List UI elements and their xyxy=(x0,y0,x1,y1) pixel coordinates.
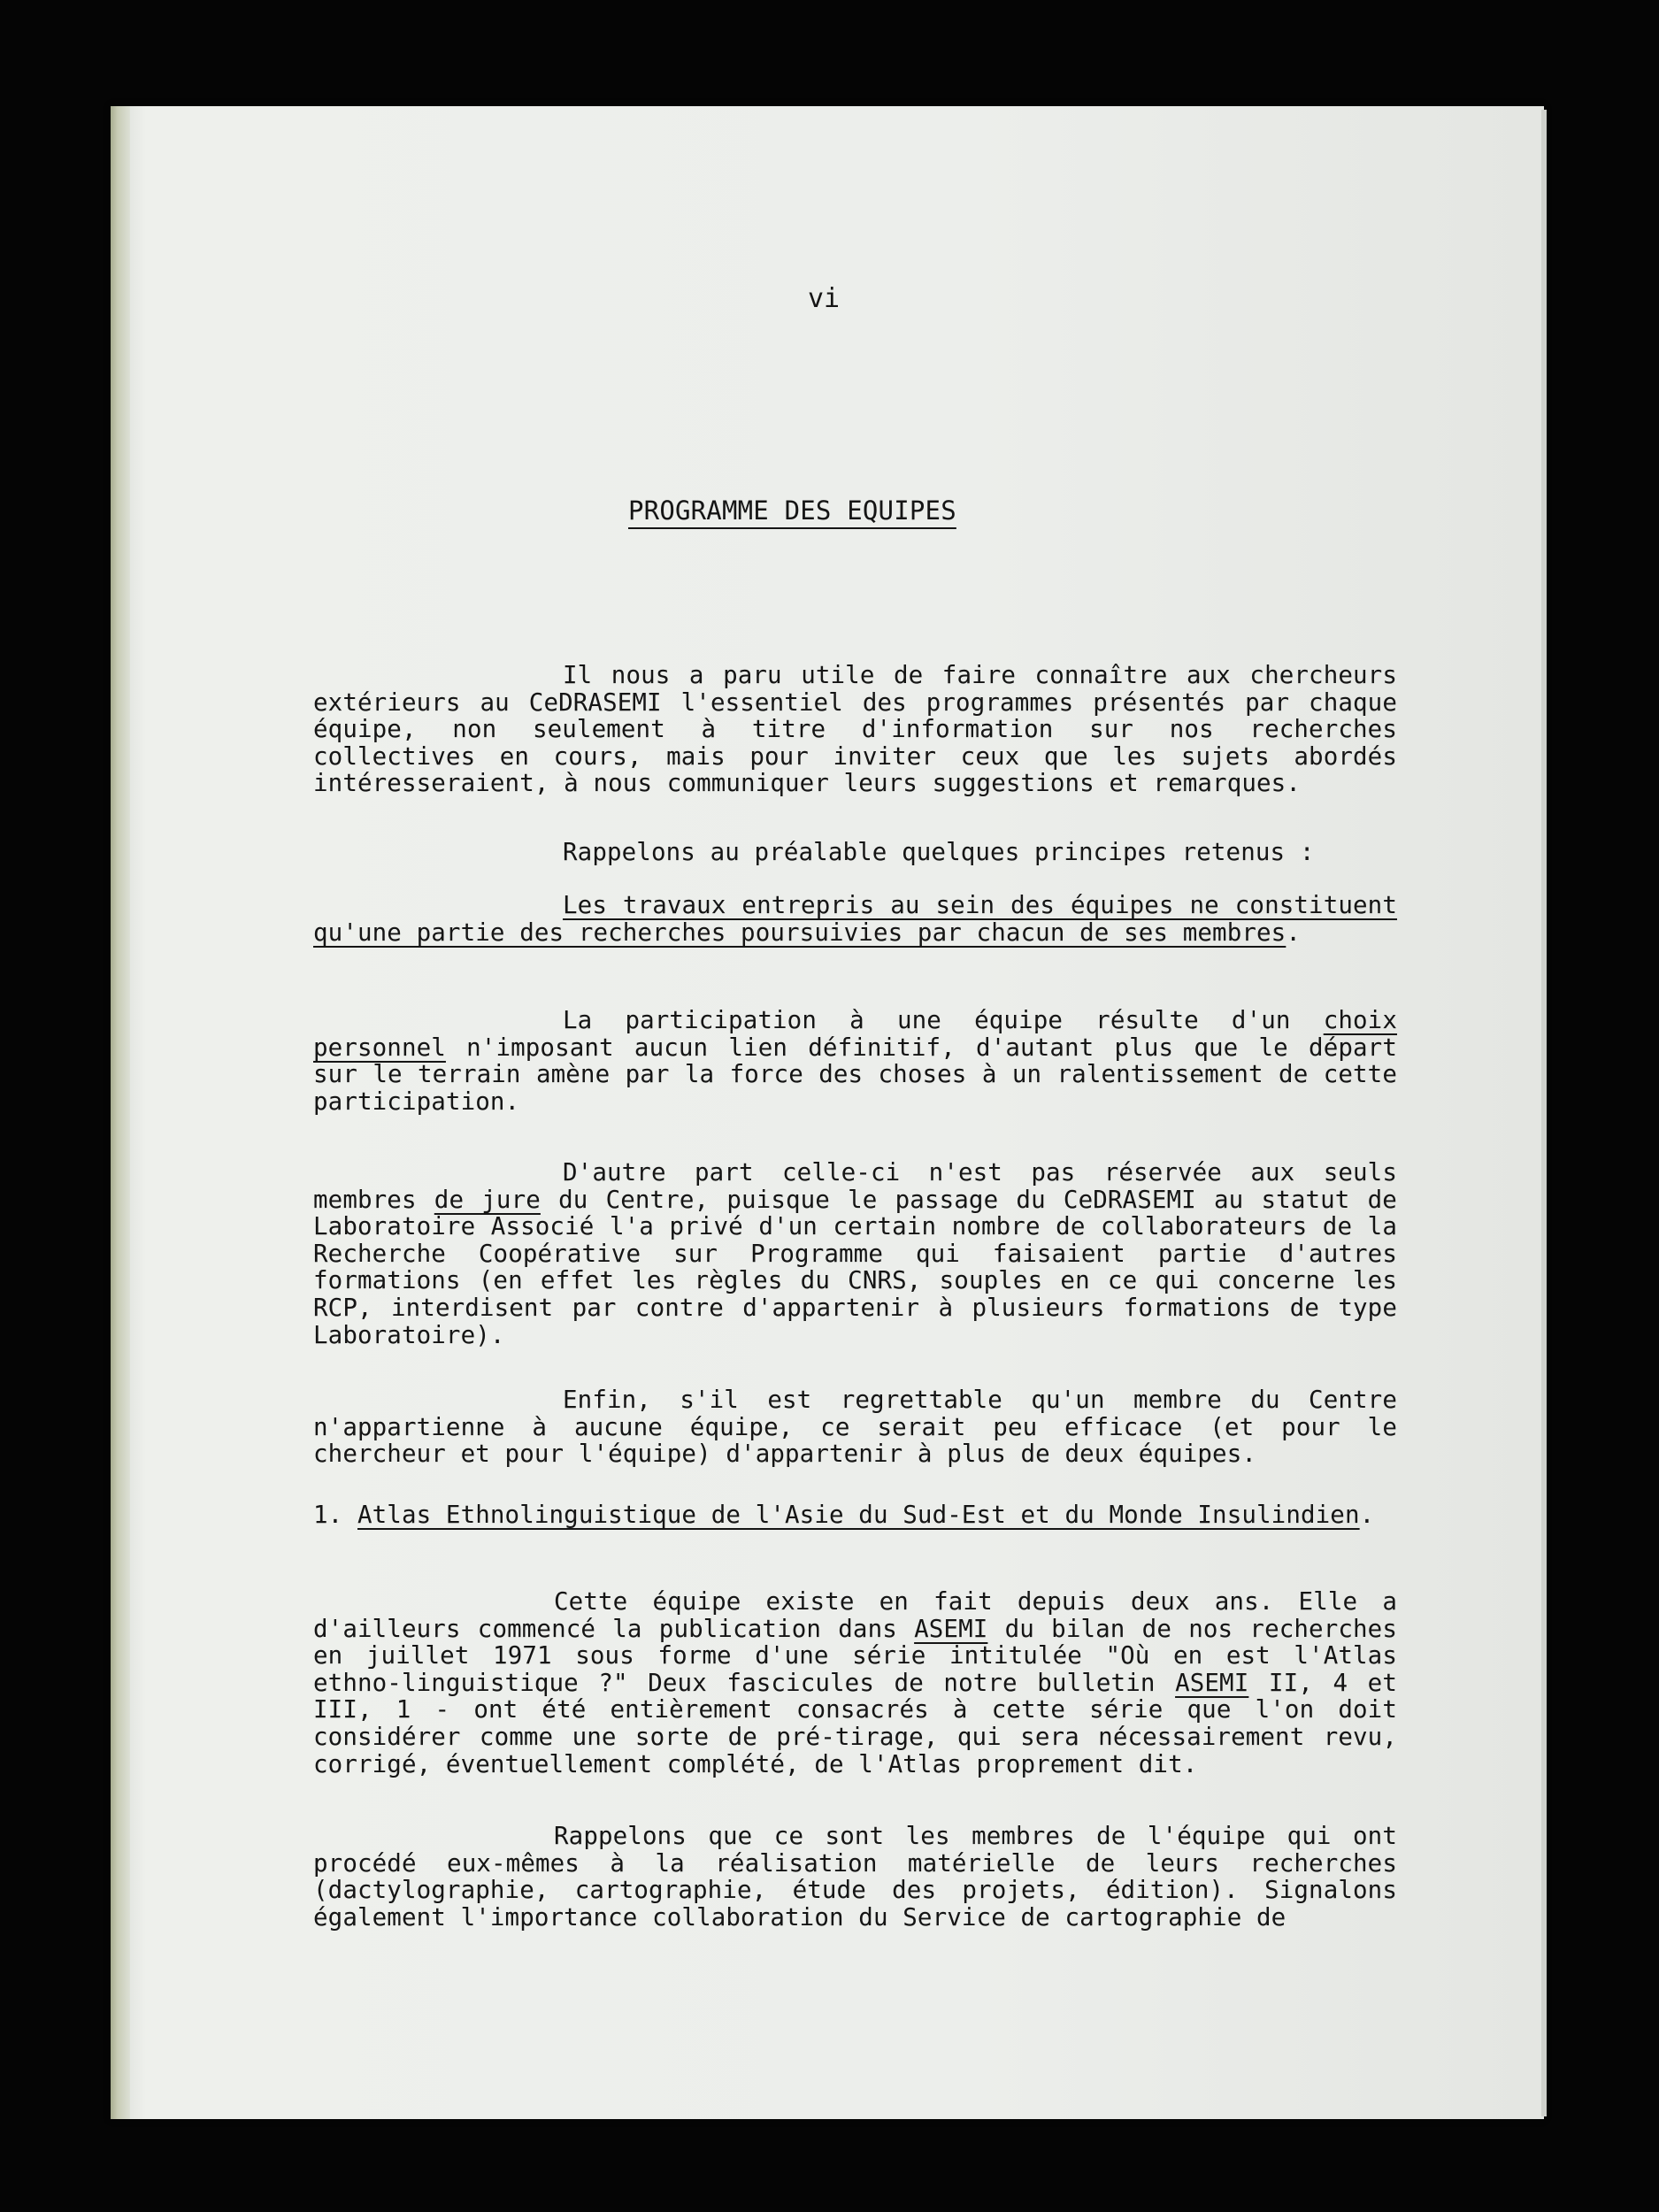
underlined-asemi: ASEMI xyxy=(914,1614,988,1643)
principle-3-end: du Centre, puisque le passage du CeDRASEMI au statut de Laboratoire Associé l'a privé d'un certain nombre de collaborateurs de la Recherche Coopérative sur Programme qui faisaient partie d'autres formations (en effet les règles du CNRS, souples en ce qui concerne les RCP, interdisent par contre d'appartenir à plusieurs formations de type Laboratoire). xyxy=(313,1185,1397,1349)
paragraph-intro-text: Il nous a paru utile de faire connaître aux chercheurs extérieurs au CeDRASEMI l'essentiel des programmes présentés par chaque équipe, non seulement à titre d'information sur nos recherches collectives en cours, mais pour inviter ceux que les sujets abordés intéresseraient, à nous communiquer leurs suggestions et remarques. xyxy=(313,661,1397,798)
principle-2-start: La participation à une équipe résulte d'un xyxy=(563,1006,1324,1034)
page-number: vi xyxy=(808,283,841,314)
paragraph-principle-2 xyxy=(313,1007,1397,1115)
paragraph-team-1-members-text: Rappelons que ce sont les membres de l'équipe qui ont procédé eux-mêmes à la réalisation matérielle de leurs recherches (dactylographie, cartographie, étude des projets, édition). Signalons également l'importance collaboration du Service de cartographie de xyxy=(313,1822,1397,1932)
principle-3-start: D'autre part celle-ci n'est pas réservée aux seuls membres xyxy=(313,1158,1397,1214)
underlined-principle-1: Les travaux entrepris au sein des équipes ne constituent qu'une partie des recherches poursuivies par chacun de ses membres xyxy=(313,891,1397,947)
team-heading-1 xyxy=(313,1502,1397,1529)
paragraph-principles xyxy=(313,839,1397,866)
principle-2-end: n'imposant aucun lien définitif, d'autant plus que le départ sur le terrain amène par la force des choses à un ralentissement de cette participation. xyxy=(313,1033,1397,1116)
team-heading-number: 1. xyxy=(313,1501,357,1529)
page-binding xyxy=(111,106,130,2119)
team-1-text-c: II, 4 et III, 1 - ont été entièrement consacrés à cette série que l'on doit considérer comme une sorte de pré-tirage, qui sera nécessairement revu, corrigé, éventuellement complété, de l'Atlas proprement dit. xyxy=(313,1668,1397,1778)
section-title: PROGRAMME DES EQUIPES xyxy=(628,495,956,526)
page-edge xyxy=(1541,110,1547,2116)
paragraph-principle-3 xyxy=(313,1159,1397,1348)
underlined-asemi-2: ASEMI xyxy=(1175,1668,1249,1697)
underlined-choix-personnel: choix personnel xyxy=(313,1006,1397,1062)
principle-1-end: . xyxy=(1286,918,1301,947)
team-heading-title: Atlas Ethnolinguistique de l'Asie du Sud-Est et du Monde Insulindien xyxy=(357,1501,1360,1529)
paragraph-team-1-members xyxy=(313,1823,1397,1931)
paragraph-principle-4 xyxy=(313,1386,1397,1468)
paragraph-team-1 xyxy=(313,1588,1397,1778)
underlined-de-jure: de jure xyxy=(434,1185,541,1214)
paragraph-principles-text: Rappelons au préalable quelques principes retenus : xyxy=(563,838,1315,866)
team-heading-end: . xyxy=(1359,1501,1375,1529)
paragraph-intro xyxy=(313,662,1397,797)
team-1-text-a: Cette équipe existe en fait depuis deux ans. Elle a d'ailleurs commencé la publication dans xyxy=(313,1587,1397,1643)
paragraph-principle-1 xyxy=(313,892,1397,946)
team-1-text-b: du bilan de nos recherches en juillet 1971 sous forme d'une série intitulée "Où en est l'Atlas ethno-linguistique ?" Deux fascicules de notre bulletin xyxy=(313,1614,1397,1697)
paragraph-principle-4-text: Enfin, s'il est regrettable qu'un membre du Centre n'appartienne à aucune équipe, ce serait peu efficace (et pour le chercheur et pour l'équipe) d'appartenir à plus de deux équipes. xyxy=(313,1386,1397,1469)
